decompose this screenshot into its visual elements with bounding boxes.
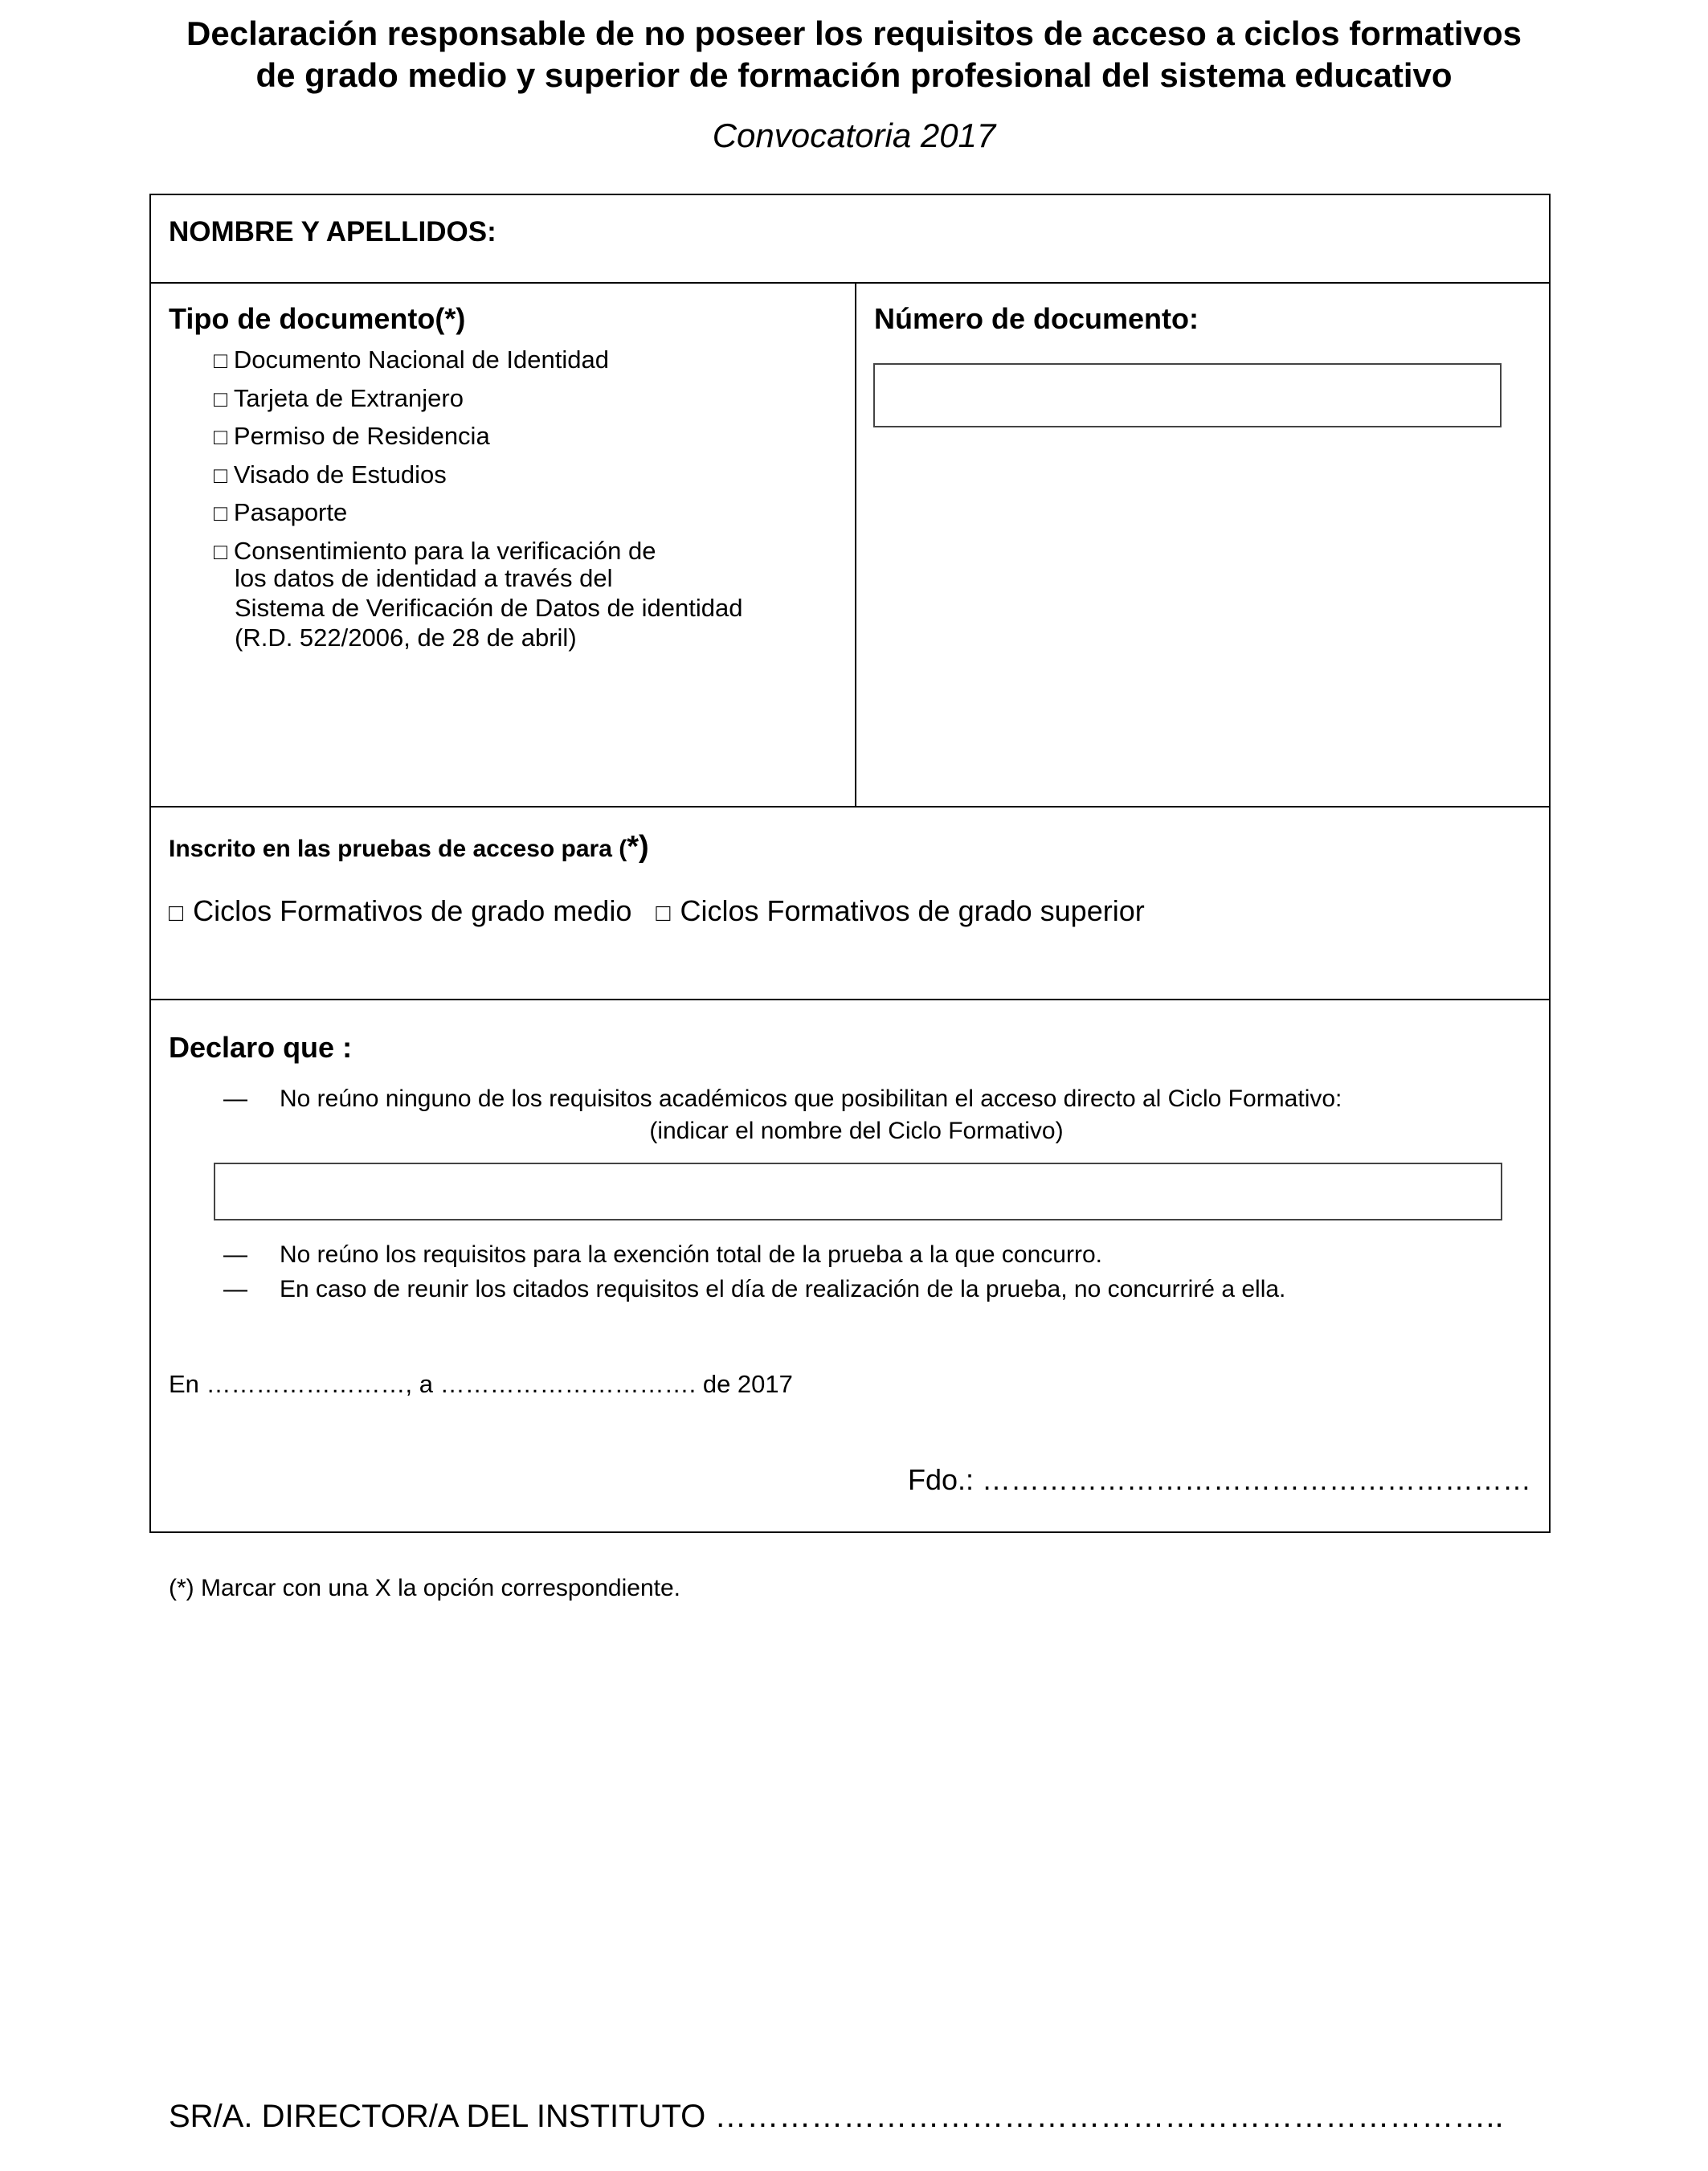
declaration-form [149,194,1551,1533]
dash-icon: — [223,1276,247,1302]
doc-option-permiso-residencia[interactable] [214,418,656,456]
divider [151,806,1549,807]
checkbox-icon[interactable]: □ [656,900,671,926]
doc-option-label: Pasaporte [233,498,348,526]
footnote: (*) Marcar con una X la opción correspondiente. [169,1575,681,1601]
consent-line: los datos de identidad a través del [235,564,613,592]
checkbox-icon[interactable]: □ [214,462,227,488]
checkbox-icon[interactable]: □ [214,424,227,449]
place-date-line[interactable]: En ……………………, a …………………………. de 2017 [169,1370,793,1398]
checkbox-icon[interactable]: □ [214,348,227,373]
inscrito-label-text: Inscrito en las pruebas de acceso para ( [169,836,627,862]
divider [151,999,1549,1000]
declaration-item-3 [223,1276,1285,1303]
ciclo-option-label: Ciclos Formativos de grado superior [680,894,1145,927]
document-type-options [214,341,656,570]
consent-line: Sistema de Verificación de Datos de identidad [235,594,743,622]
declaration-item-2 [223,1241,1102,1269]
doc-option-label: Tarjeta de Extranjero [233,383,464,412]
inscrito-asterisk: *) [627,830,649,864]
divider [151,282,1549,284]
name-label: NOMBRE Y APELLIDOS: [169,216,496,247]
dash-icon: — [223,1086,247,1112]
checkbox-icon[interactable]: □ [169,900,184,926]
doc-option-label: Documento Nacional de Identidad [233,345,609,374]
doc-option-label: Visado de Estudios [233,460,447,489]
ciclo-name-input[interactable] [214,1163,1502,1220]
doc-option-tarjeta-extranjero[interactable] [214,380,656,419]
dash-icon: — [223,1241,247,1268]
declaration-text: No reúno los requisitos para la exención total de la prueba a la que concurro. [280,1241,1102,1268]
checkbox-icon[interactable]: □ [214,501,227,525]
document-number-label: Número de documento: [874,302,1199,335]
declaration-item-1 [223,1086,1342,1113]
doc-option-pasaporte[interactable] [214,494,656,533]
doc-option-label: Permiso de Residencia [233,422,490,450]
ciclo-option-label: Ciclos Formativos de grado medio [193,894,632,927]
declaration-text: En caso de reunir los citados requisitos el día de realización de la prueba, no concurriré a ella. [280,1276,1286,1302]
column-divider [855,282,856,806]
document-type-label: Tipo de documento(*) [169,302,466,335]
consent-continuation [235,563,742,652]
checkbox-icon[interactable]: □ [214,386,227,411]
title-line-1: Declaración responsable de no poseer los requisitos de acceso a ciclos formativos [186,14,1522,52]
addressee-line: SR/A. DIRECTOR/A DEL INSTITUTO ……………………………………………………………….. [169,2099,1504,2134]
inscrito-label [169,830,649,865]
title-line-2: de grado medio y superior de formación profesional del sistema educativo [255,56,1453,94]
ciclo-option-superior[interactable] [656,894,1144,928]
doc-option-visado-estudios[interactable] [214,456,656,495]
subtitle: Convocatoria 2017 [712,117,996,154]
signature-line[interactable]: Fdo.: ………………………………………………… [907,1463,1531,1496]
page-title [0,13,1708,96]
doc-option-label: Consentimiento para la verificación de [233,536,656,565]
document-number-input[interactable] [873,363,1502,427]
ciclo-option-medio[interactable] [169,894,631,928]
ciclos-options [169,894,1145,928]
doc-option-dni[interactable] [214,341,656,380]
consent-line: (R.D. 522/2006, de 28 de abril) [235,623,577,652]
declaro-label: Declaro que : [169,1031,353,1064]
declaration-hint: (indicar el nombre del Ciclo Formativo) [649,1118,1064,1144]
checkbox-icon[interactable]: □ [214,538,227,564]
declaration-text: No reúno ninguno de los requisitos académicos que posibilitan el acceso directo al Ciclo Formativo: [280,1086,1342,1112]
